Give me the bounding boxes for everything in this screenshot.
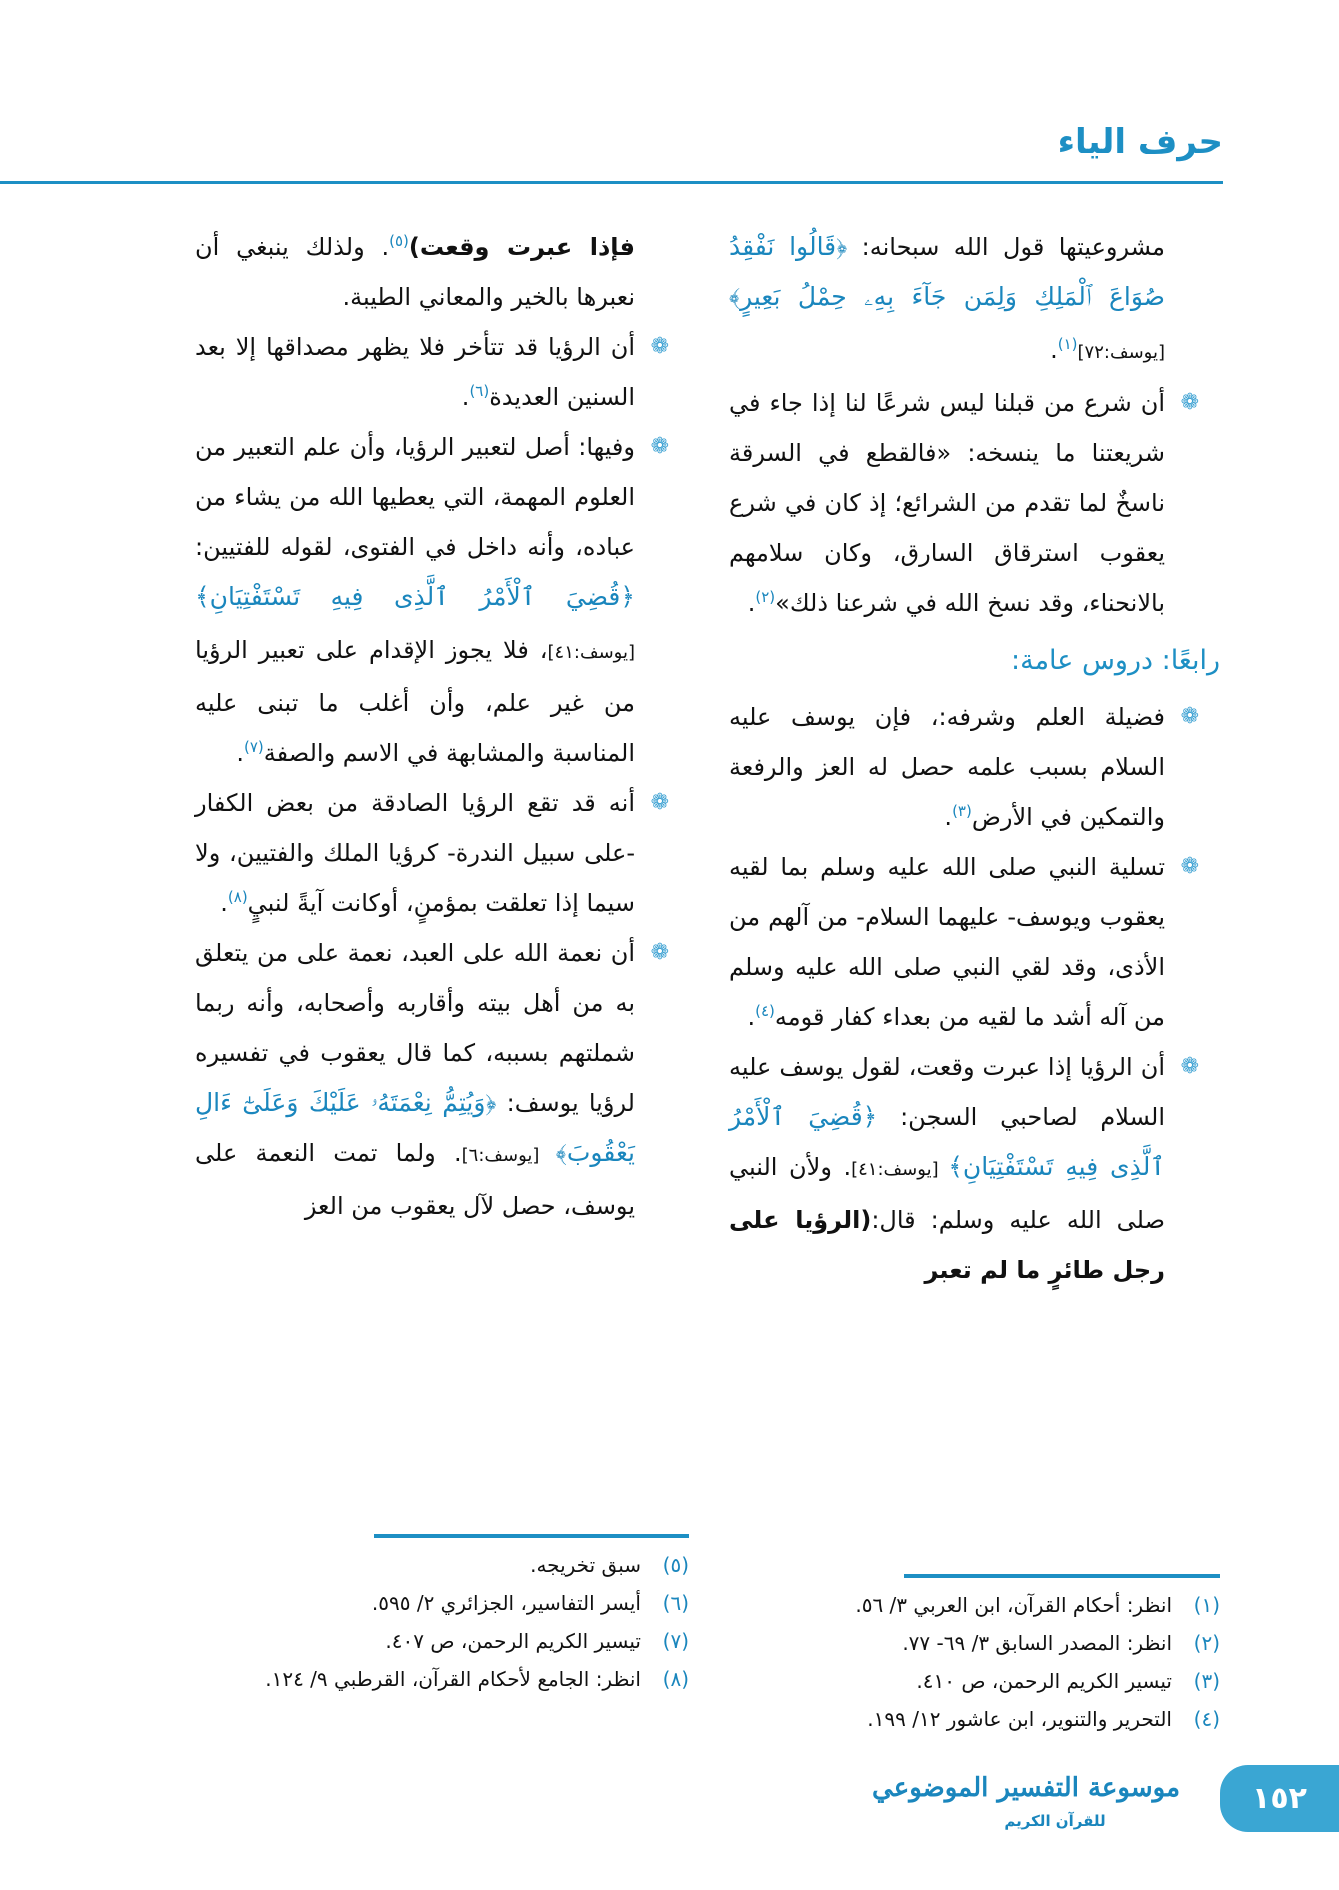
section-heading	[729, 636, 1220, 686]
body-text: .	[461, 383, 470, 411]
right-column-wrapper	[729, 222, 1220, 1738]
left-column-wrapper	[195, 222, 689, 1698]
bullet-paragraph	[195, 422, 635, 778]
footnote-marker: (١)	[1057, 335, 1078, 353]
footnote	[760, 1700, 1220, 1738]
footnote-separator-left	[374, 1534, 689, 1538]
body-text: أن نعمة الله على العبد، نعمة على من يتعلق به من أهل بيته وأقاربه وأصحابه، وأنه ربما شملتهم بسببه، كما قال يعقوب في تفسيره لرؤيا يوسف:	[195, 939, 635, 1117]
footnotes-left	[189, 1546, 689, 1698]
footnote	[189, 1622, 689, 1660]
verse-reference: [يوسف:٤١]	[851, 1159, 949, 1180]
page-number: ١٥٢	[1220, 1765, 1339, 1832]
body-text: . ولأن النبي صلى الله عليه وسلم: قال:	[729, 1153, 1166, 1234]
footnote-number: (٦)	[662, 1591, 689, 1615]
body-text: .	[1050, 336, 1058, 364]
verse-reference: [يوسف:٧٢]	[1077, 342, 1165, 363]
body-text: أنه قد تقع الرؤيا الصادقة من بعض الكفار -على سبيل الندرة- كرؤيا الملك والفتيين، ولا سيما إذا تعلقت بمؤمنٍ، أوكانت آيةً لنبيٍ	[195, 789, 635, 917]
body-text: .	[220, 889, 228, 917]
footnote-marker: (٣)	[952, 802, 972, 820]
quran-verse: ﴿وَيُتِمُّ نِعْمَتَهُۥ عَلَيْكَ وَعَلَىٰٓ ءَالِ يَعْقُوبَ﴾	[195, 1088, 635, 1167]
footnote	[189, 1584, 689, 1622]
left-column	[195, 222, 635, 1522]
body-text: .	[944, 803, 953, 831]
body-text: . ولذلك ينبغي أن نعبرها بالخير والمعاني الطيبة.	[195, 233, 635, 311]
footnote-text: أيسر التفاسير، الجزائري ٢/ ٥٩٥.	[371, 1591, 641, 1615]
body-text: .	[747, 1003, 756, 1031]
footnote-number: (٤)	[1193, 1707, 1220, 1731]
footnote-marker: (٦)	[469, 382, 490, 400]
paragraph	[195, 222, 635, 322]
bullet-paragraph	[195, 778, 635, 928]
body-text: رابعًا: دروس عامة:	[1011, 645, 1220, 676]
body-text: . ولما تمت النعمة على يوسف، حصل لآل يعقوب من العز	[195, 1139, 635, 1220]
footnote-text: انظر: أحكام القرآن، ابن العربي ٣/ ٥٦.	[855, 1593, 1172, 1617]
bullet-paragraph	[729, 1042, 1165, 1295]
quran-verse: ﴿قُضِيَ ٱلْأَمْرُ ٱلَّذِى فِيهِ تَسْتَفْتِيَانِ﴾	[729, 1102, 1165, 1181]
verse-reference: [يوسف:٦]	[461, 1145, 556, 1166]
footnote-number: (٨)	[662, 1667, 689, 1691]
logo-title: موسوعة التفسير الموضوعي	[872, 1773, 1180, 1803]
footnote-number: (١)	[1193, 1593, 1220, 1617]
body-text: ، فلا يجوز الإقدام على تعبير الرؤيا من غير علم، وأن أغلب ما تبنى عليه المناسبة والمشابهة في الاسم والصفة	[195, 636, 635, 767]
verse-reference: [يوسف:٤١]	[547, 642, 635, 663]
footnote-marker: (٧)	[243, 738, 264, 756]
quran-verse: ﴿قَالُوا نَفْقِدُ صُوَاعَ ٱلْمَلِكِ وَلِمَن جَآءَ بِهِۦ حِمْلُ بَعِيرٍ﴾	[729, 232, 1165, 311]
footnote	[760, 1586, 1220, 1624]
footnote-separator-right	[904, 1574, 1220, 1578]
body-text: وفيها: أصل لتعبير الرؤيا، وأن علم التعبير من العلوم المهمة، التي يعطيها الله من يشاء من عباده، وأنه داخل في الفتوى، لقوله للفتيين:	[195, 433, 635, 561]
body-text: أن الرؤيا إذا عبرت وقعت، لقول يوسف عليه السلام لصاحبي السجن:	[729, 1053, 1165, 1131]
footnote-text: انظر: المصدر السابق ٣/ ٦٩- ٧٧.	[902, 1631, 1172, 1655]
footnote-text: تيسير الكريم الرحمن، ص ٤٠٧.	[385, 1629, 641, 1653]
bullet-paragraph	[729, 842, 1165, 1042]
hadith-text: فإذا عبرت وقعت)	[408, 233, 636, 261]
chapter-title: حرف الياء	[1057, 122, 1223, 162]
footnote	[760, 1662, 1220, 1700]
footnote-number: (٥)	[662, 1553, 689, 1577]
footnote-number: (٧)	[662, 1629, 689, 1653]
bullet-paragraph	[195, 322, 635, 422]
quran-verse: ﴿قُضِيَ ٱلْأَمْرُ ٱلَّذِى فِيهِ تَسْتَفْتِيَانِ﴾	[195, 582, 635, 611]
logo-subtitle: للقرآن الكريم	[1004, 1812, 1106, 1830]
right-column	[729, 222, 1220, 1562]
footnote	[189, 1660, 689, 1698]
body-text: فضيلة العلم وشرفه:، فإن يوسف عليه السلام بسبب علمه حصل له العز والرفعة والتمكين في الأرض	[729, 703, 1165, 831]
bullet-paragraph	[195, 928, 635, 1231]
bullet-paragraph	[729, 378, 1165, 628]
body-text: أن شرع من قبلنا ليس شرعًا لنا إذا جاء في شريعتنا ما ينسخه: «فالقطع في السرقة ناسخٌ لما تقدم من الشرائع؛ إذ كان في شرع يعقوب استرقاق السارق، وكان سلامهم بالانحناء، وقد نسخ الله في شرعنا ذلك»	[729, 389, 1165, 617]
body-text: مشروعيتها قول الله سبحانه:	[847, 233, 1165, 261]
footnote-text: التحرير والتنوير، ابن عاشور ١٢/ ١٩٩.	[867, 1707, 1172, 1731]
footnote-marker: (٢)	[755, 588, 776, 606]
paragraph	[729, 222, 1165, 378]
hadith-text: (الرؤيا على رجل طائرٍ ما لم تعبر	[729, 1206, 1165, 1284]
footnote-text: تيسير الكريم الرحمن، ص ٤١٠.	[916, 1669, 1172, 1693]
footnote-marker: (٨)	[227, 888, 248, 906]
footnote-text: انظر: الجامع لأحكام القرآن، القرطبي ٩/ ١٢٤.	[265, 1667, 641, 1691]
footnote-number: (٣)	[1193, 1669, 1220, 1693]
body-text: .	[236, 739, 244, 767]
encyclopedia-logo	[872, 1766, 1180, 1846]
footnote	[189, 1546, 689, 1584]
footnote-marker: (٤)	[755, 1002, 775, 1020]
footnote-number: (٢)	[1193, 1631, 1220, 1655]
body-text: تسلية النبي صلى الله عليه وسلم بما لقيه يعقوب ويوسف- عليهما السلام- من آلهم من الأذى، وقد لقي النبي صلى الله عليه وسلم من آله أشد ما لقيه من بعداء كفار قومه	[729, 853, 1165, 1031]
header-divider	[0, 181, 1223, 184]
footnote	[760, 1624, 1220, 1662]
footnote-marker: (٥)	[389, 232, 409, 250]
footnotes-right	[760, 1586, 1220, 1738]
footnote-text: سبق تخريجه.	[530, 1553, 641, 1577]
body-text: .	[747, 589, 756, 617]
body-text: أن الرؤيا قد تتأخر فلا يظهر مصداقها إلا بعد السنين العديدة	[195, 333, 635, 411]
bullet-paragraph	[729, 692, 1165, 842]
